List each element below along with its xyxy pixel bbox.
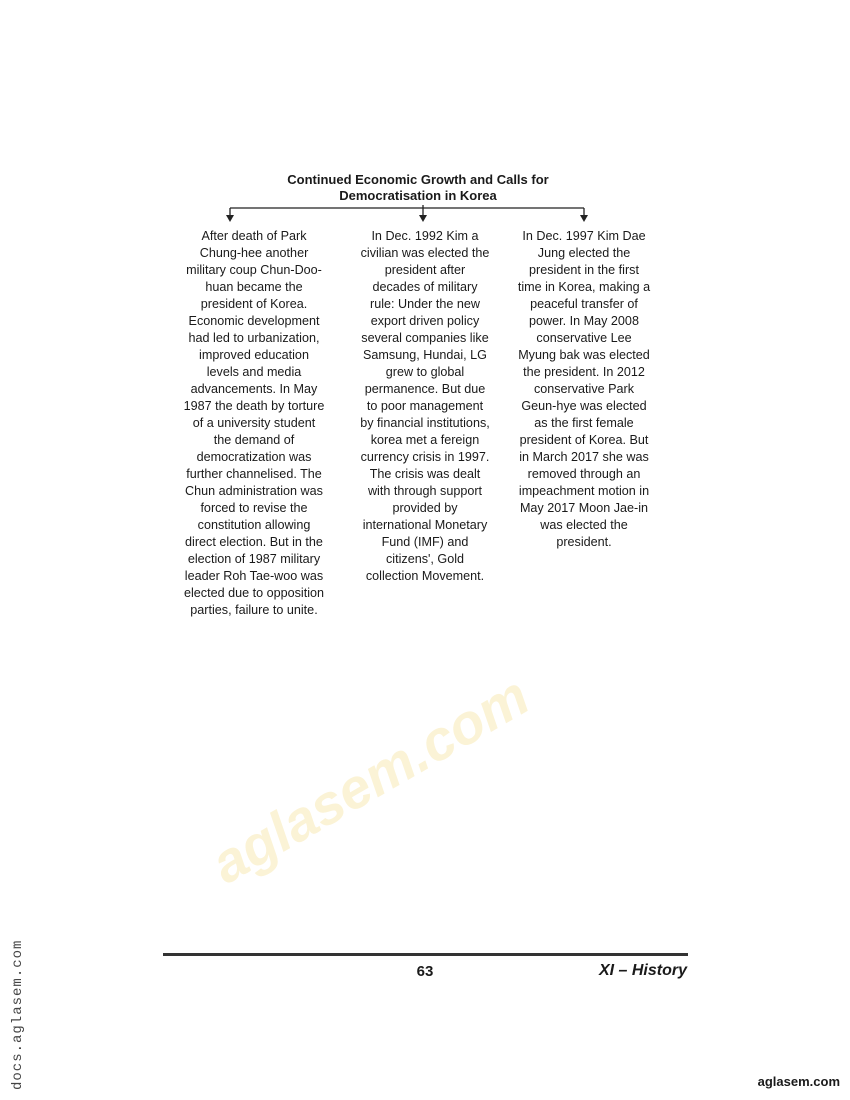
text-line: Chun administration was: [185, 484, 323, 498]
text-line: as the first female: [534, 416, 634, 430]
text-line: currency crisis in 1997.: [360, 450, 490, 464]
brand-label: aglasem.com: [757, 1074, 840, 1089]
text-line: improved education: [199, 348, 309, 362]
text-line: korea met a fereign: [370, 433, 480, 447]
text-line: peaceful transfer of: [530, 297, 638, 311]
text-line: leader Roh Tae-woo was: [184, 569, 324, 583]
text-line: further channelised. The: [186, 467, 322, 481]
text-line: direct election. But in the: [185, 535, 323, 549]
text-line: Jung elected the: [537, 246, 631, 260]
text-line: by financial institutions,: [360, 416, 490, 430]
text-line: export driven policy: [370, 314, 480, 328]
text-line: The crisis was dealt: [369, 467, 481, 481]
flow-connector: [0, 0, 850, 230]
text-line: provided by: [392, 501, 458, 515]
text-line: permanence. But due: [364, 382, 486, 396]
column-chun-doo-huan: [168, 228, 340, 619]
text-line: Chung-hee another: [199, 246, 309, 260]
page-number: 63: [416, 963, 434, 980]
text-line: president in the first: [529, 263, 639, 277]
text-line: parties, failure to unite.: [190, 603, 318, 617]
text-line: citizens', Gold: [386, 552, 464, 566]
watermark: aglasem.com: [200, 663, 540, 896]
footer-subject: XI – History: [598, 962, 687, 979]
text-line: civilian was elected the: [360, 246, 490, 260]
text-line: Samsung, Hundai, LG: [363, 348, 487, 362]
column-kim-1992: [348, 228, 502, 585]
text-line: Geun-hye was elected: [521, 399, 647, 413]
text-line: president of Korea. But: [519, 433, 649, 447]
side-watermark: docs.aglasem.com: [10, 939, 26, 1090]
text-line: forced to revise the: [200, 501, 308, 515]
text-line: After death of Park: [201, 229, 307, 243]
text-line: time in Korea, making a: [517, 280, 651, 294]
column-kim-dae-jung: [506, 228, 662, 551]
text-line: conservative Lee: [536, 331, 632, 345]
text-line: huan became the: [205, 280, 303, 294]
text-line: international Monetary: [362, 518, 488, 532]
text-line: Economic development: [188, 314, 320, 328]
title-line-1: Continued Economic Growth and Calls for: [287, 172, 549, 187]
title-line-2: Democratisation in Korea: [339, 188, 497, 203]
text-line: constitution allowing: [197, 518, 311, 532]
text-line: election of 1987 military: [187, 552, 321, 566]
text-line: to poor management: [366, 399, 484, 413]
text-line: in March 2017 she was: [519, 450, 649, 464]
text-line: 1987 the death by torture: [183, 399, 325, 413]
text-line: elected due to opposition: [183, 586, 325, 600]
text-line: decades of military: [372, 280, 478, 294]
text-line: the president. In 2012: [523, 365, 645, 379]
text-line: the demand of: [213, 433, 295, 447]
text-line: president.: [556, 535, 612, 549]
text-line: power. In May 2008: [529, 314, 639, 328]
text-line: grew to global: [385, 365, 465, 379]
text-line: advancements. In May: [190, 382, 318, 396]
text-line: of a university student: [192, 416, 316, 430]
text-line: impeachment motion in: [518, 484, 650, 498]
text-line: military coup Chun-Doo-: [186, 263, 322, 277]
text-line: president of Korea.: [200, 297, 308, 311]
text-line: president after: [384, 263, 466, 277]
arrow-down-icon: [419, 215, 427, 222]
footer-rule: [163, 953, 688, 956]
text-line: had led to urbanization,: [188, 331, 320, 345]
text-line: democratization was: [196, 450, 312, 464]
text-line: with through support: [367, 484, 483, 498]
text-line: several companies like: [361, 331, 489, 345]
text-line: Fund (IMF) and: [381, 535, 469, 549]
text-line: was elected the: [540, 518, 628, 532]
text-line: Myung bak was elected: [518, 348, 650, 362]
text-line: collection Movement.: [365, 569, 485, 583]
text-line: levels and media: [206, 365, 302, 379]
text-line: removed through an: [527, 467, 641, 481]
text-line: conservative Park: [533, 382, 635, 396]
text-line: May 2017 Moon Jae-in: [519, 501, 649, 515]
arrow-down-icon: [226, 215, 234, 222]
arrow-down-icon: [580, 215, 588, 222]
text-line: In Dec. 1997 Kim Dae: [522, 229, 646, 243]
text-line: In Dec. 1992 Kim a: [371, 229, 479, 243]
text-line: rule: Under the new: [370, 297, 480, 311]
